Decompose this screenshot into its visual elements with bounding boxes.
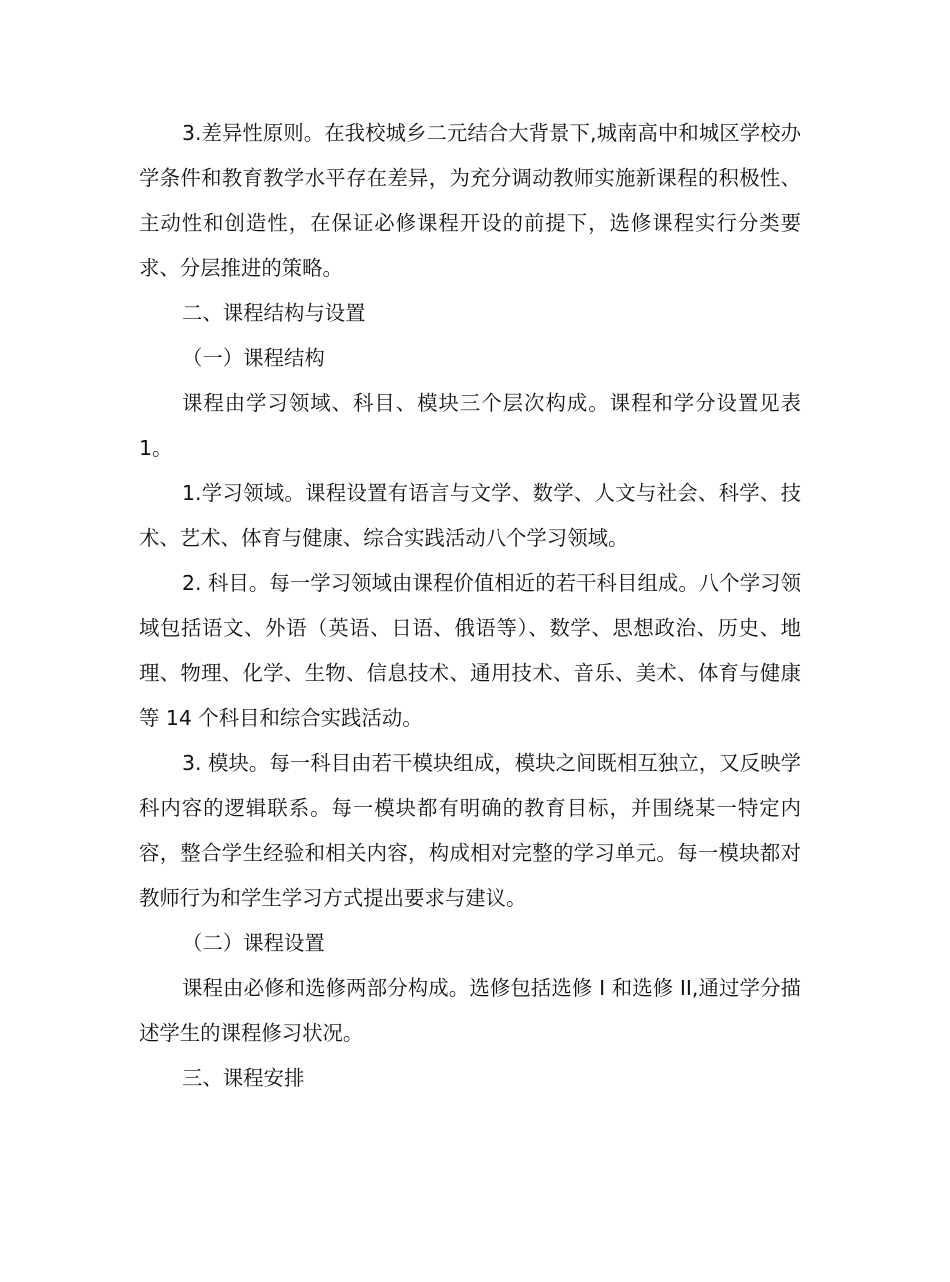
subsection-heading-course-setup: （二）课程设置 <box>182 931 325 955</box>
paragraph-differentiation-principle: 3.差异性原则。在我校城乡二元结合大背景下,城南高中和城区学校办学条件和教育教学水平存在差异，为充分调动教师实施新课程的积极性、主动性和创造性，在保证必修课程开设的前提下，选修课程实行分类要求、分层推进的策略。 <box>139 121 801 280</box>
section-heading-course-structure-and-setup: 二、课程结构与设置 <box>182 301 366 325</box>
paragraph-subjects: 2. 科目。每一学习领域由课程价值相近的若干科目组成。八个学习领域包括语文、外语（英语、日语、俄语等）、数学、思想政治、历史、地理、物理、化学、生物、信息技术、通用技术、音乐、美术、体育与健康等 14 个科目和综合实践活动。 <box>139 571 801 730</box>
paragraph-required-and-elective: 课程由必修和选修两部分构成。选修包括选修 I 和选修 II,通过学分描述学生的课程修习状况。 <box>139 976 801 1045</box>
section-heading-course-arrangement: 三、课程安排 <box>182 1066 305 1090</box>
paragraph-course-levels: 课程由学习领域、科目、模块三个层次构成。课程和学分设置见表1。 <box>139 391 801 460</box>
paragraph-learning-domains: 1.学习领域。课程设置有语言与文学、数学、人文与社会、科学、技术、艺术、体育与健康、综合实践活动八个学习领域。 <box>139 481 801 550</box>
subsection-heading-course-structure: （一）课程结构 <box>182 346 325 370</box>
paragraph-modules: 3. 模块。每一科目由若干模块组成，模块之间既相互独立，又反映学科内容的逻辑联系。每一模块都有明确的教育目标，并围绕某一特定内容，整合学生经验和相关内容，构成相对完整的学习单元。每一模块都对教师行为和学生学习方式提出要求与建议。 <box>139 751 801 910</box>
document-body <box>139 111 801 1101</box>
